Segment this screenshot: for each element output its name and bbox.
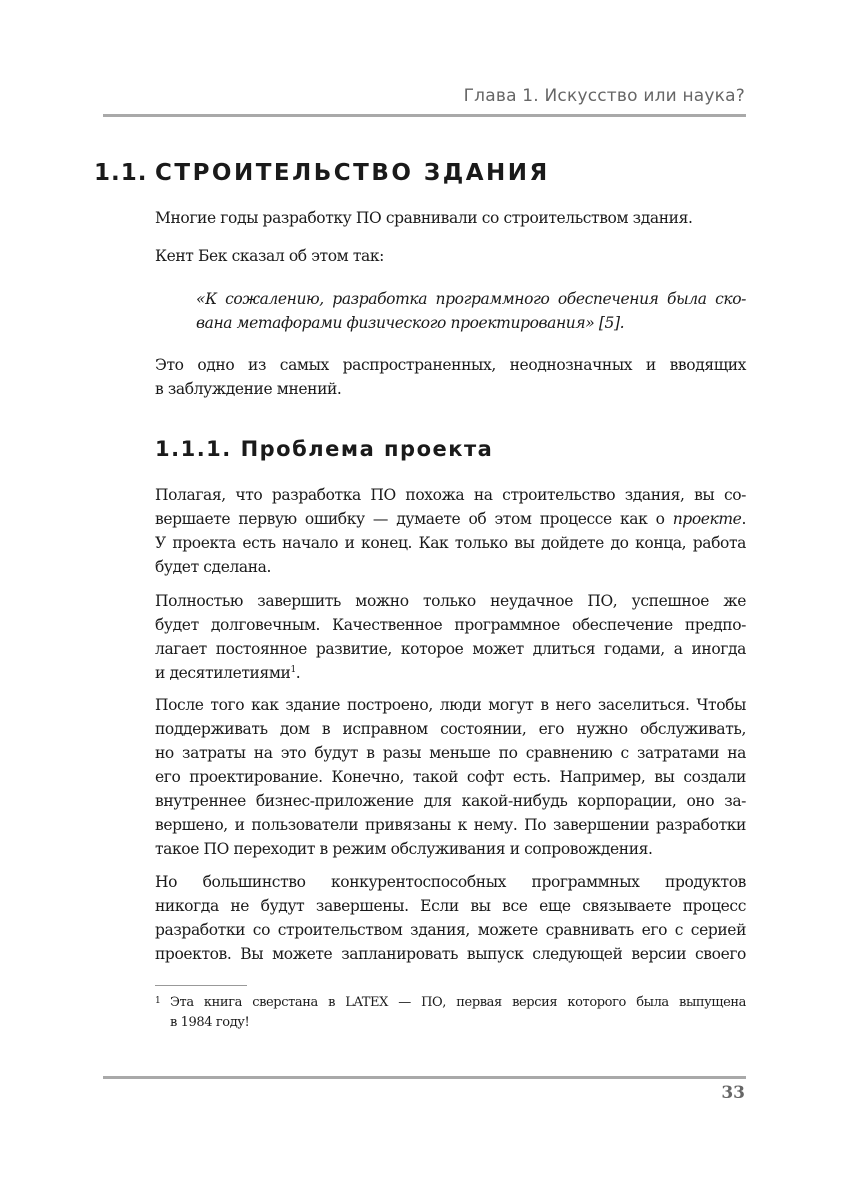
section-number: 1.1. — [94, 160, 148, 186]
text-run: . — [295, 664, 301, 682]
text-run: и десятилетиями — [155, 664, 291, 682]
footnote — [155, 993, 746, 1033]
text-run: вершаете первую ошибку — думаете об этом процессе как о — [155, 510, 665, 528]
text-line: Многие годы разработку ПО сравнивали со строительством здания. — [155, 209, 693, 227]
quote-line: вана метафорами физического проектирования» [5]. — [196, 314, 625, 332]
text-line: лагает постоянное развитие, которое может длиться годами, а иногда — [155, 640, 746, 658]
page-number: 33 — [721, 1083, 745, 1103]
subsection-title: 1.1.1. Проблема проекта — [155, 437, 494, 461]
paragraph-1 — [155, 206, 746, 230]
paragraph-5 — [155, 589, 746, 685]
footnote-line: в 1984 году! — [170, 1015, 250, 1030]
text-line: проектов. Вы можете запланировать выпуск следующей версии своего — [155, 945, 746, 963]
footnote-separator — [155, 985, 247, 986]
text-line: У проекта есть начало и конец. Как только вы дойдете до конца, работа — [155, 534, 746, 552]
text-line: Полагая, что разработка ПО похожа на строительство здания, вы со- — [155, 486, 746, 504]
text-line: Но большинство конкурентоспособных программных продуктов — [155, 873, 746, 891]
text-line: будет долговечным. Качественное программное обеспечение предпо- — [155, 616, 746, 634]
paragraph-3 — [155, 353, 746, 401]
text-line: внутреннее бизнес-приложение для какой-нибудь корпорации, оно за- — [155, 792, 746, 810]
text-line: в заблуждение мнений. — [155, 380, 342, 398]
text-line: вершено, и пользователи привязаны к нему. По завершении разработки — [155, 816, 746, 834]
text-line: Кент Бек сказал об этом так: — [155, 247, 384, 265]
footnote-ref[interactable]: 1 — [290, 665, 296, 675]
footer-rule — [103, 1076, 746, 1079]
text-line — [155, 507, 746, 531]
footnote-line: Эта книга сверстана в LATEX — ПО, первая версия которого была выпущена — [170, 995, 746, 1010]
text-run: . — [741, 510, 746, 528]
block-quote — [196, 287, 746, 335]
footnote-mark: 1 — [155, 996, 161, 1006]
text-line: будет сделана. — [155, 558, 272, 576]
text-line: но затраты на это будут в разы меньше по сравнению с затратами на — [155, 744, 746, 762]
running-head: Глава 1. Искусство или наука? — [463, 86, 745, 106]
text-line: его проектирование. Конечно, такой софт есть. Например, вы создали — [155, 768, 746, 786]
text-line: никогда не будут завершены. Если вы все еще связываете процесс — [155, 897, 746, 915]
text-line: такое ПО переходит в режим обслуживания и сопровождения. — [155, 840, 653, 858]
text-line: Полностью завершить можно только неудачное ПО, успешное же — [155, 592, 746, 610]
paragraph-2 — [155, 244, 746, 268]
footnote-body — [170, 993, 746, 1033]
section-title: СТРОИТЕЛЬСТВО ЗДАНИЯ — [155, 160, 550, 186]
text-line: После того как здание построено, люди могут в него заселиться. Чтобы — [155, 696, 746, 714]
text-line — [155, 661, 746, 685]
quote-line: «К сожалению, разработка программного обеспечения была ско- — [196, 290, 746, 308]
text-line: Это одно из самых распространенных, неоднозначных и вводящих — [155, 356, 746, 374]
text-line: разработки со строительством здания, можете сравнивать его с серией — [155, 921, 746, 939]
text-line: поддерживать дом в исправном состоянии, его нужно обслуживать, — [155, 720, 746, 738]
paragraph-6 — [155, 693, 746, 861]
header-rule — [103, 114, 746, 117]
emphasis-text: проекте — [672, 510, 742, 528]
paragraph-4 — [155, 483, 746, 579]
paragraph-7 — [155, 870, 746, 966]
